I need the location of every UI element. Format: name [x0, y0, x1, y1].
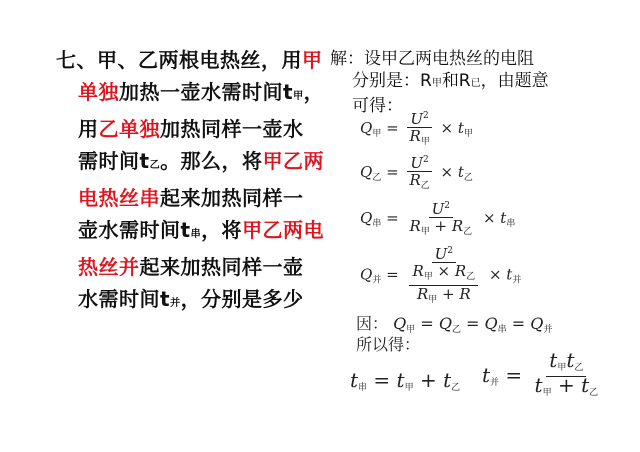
therefore-label: 所以得：	[356, 335, 421, 354]
equation-q-chuan: $Q_串$ = $\frac{U^2}{R_甲 + R_乙}$ × $t_串$	[360, 200, 516, 237]
result-t-bing: t并 = $\frac{\text{t甲t乙}}{\text{t甲 + t乙}}$	[482, 348, 599, 398]
problem-text	[56, 44, 326, 320]
problem-line-7: 热丝并起来加热同样一壶	[78, 255, 304, 279]
solution-intro	[330, 48, 630, 117]
equation-because: 因： Q甲 = Q乙 = Q串 = Q并	[356, 314, 553, 335]
problem-line-3: 用乙单独加热同样一壶水	[78, 117, 304, 141]
problem-line-8: 水需时间t并，分别是多少	[78, 287, 304, 311]
equation-q-bing: $Q_并$ = $\frac{U^2}{\frac{R_甲 \times R_乙}{R_甲 + R}}$ × $t_并$	[360, 245, 522, 305]
problem-line-6: 壶水需时间t串，将甲乙两电	[78, 218, 325, 242]
problem-line-1: 七、甲、乙两根电热丝，用甲	[56, 48, 323, 72]
solution-line-3: 可得：	[352, 96, 403, 116]
solution-line-2: 分别是：R甲和R已，由题意	[352, 71, 549, 91]
problem-line-4: 需时间t乙。那么，将甲乙两	[78, 149, 325, 173]
result-t-chuan: t串 = t甲 + t乙	[350, 368, 461, 393]
solution-line-1: 解：设甲乙两电热丝的电阻	[330, 49, 534, 69]
equation-q-yi: $Q_乙$ = $\frac{U^2}{R_乙}$ × $t_乙$	[360, 154, 473, 191]
problem-line-2: 单独加热一壶水需时间t甲，	[78, 80, 325, 104]
equation-q-jia: $Q_甲$ = $\frac{U^2}{R_甲}$ × $t_甲$	[360, 110, 473, 147]
problem-line-5: 电热丝串起来加热同样一	[78, 186, 304, 210]
